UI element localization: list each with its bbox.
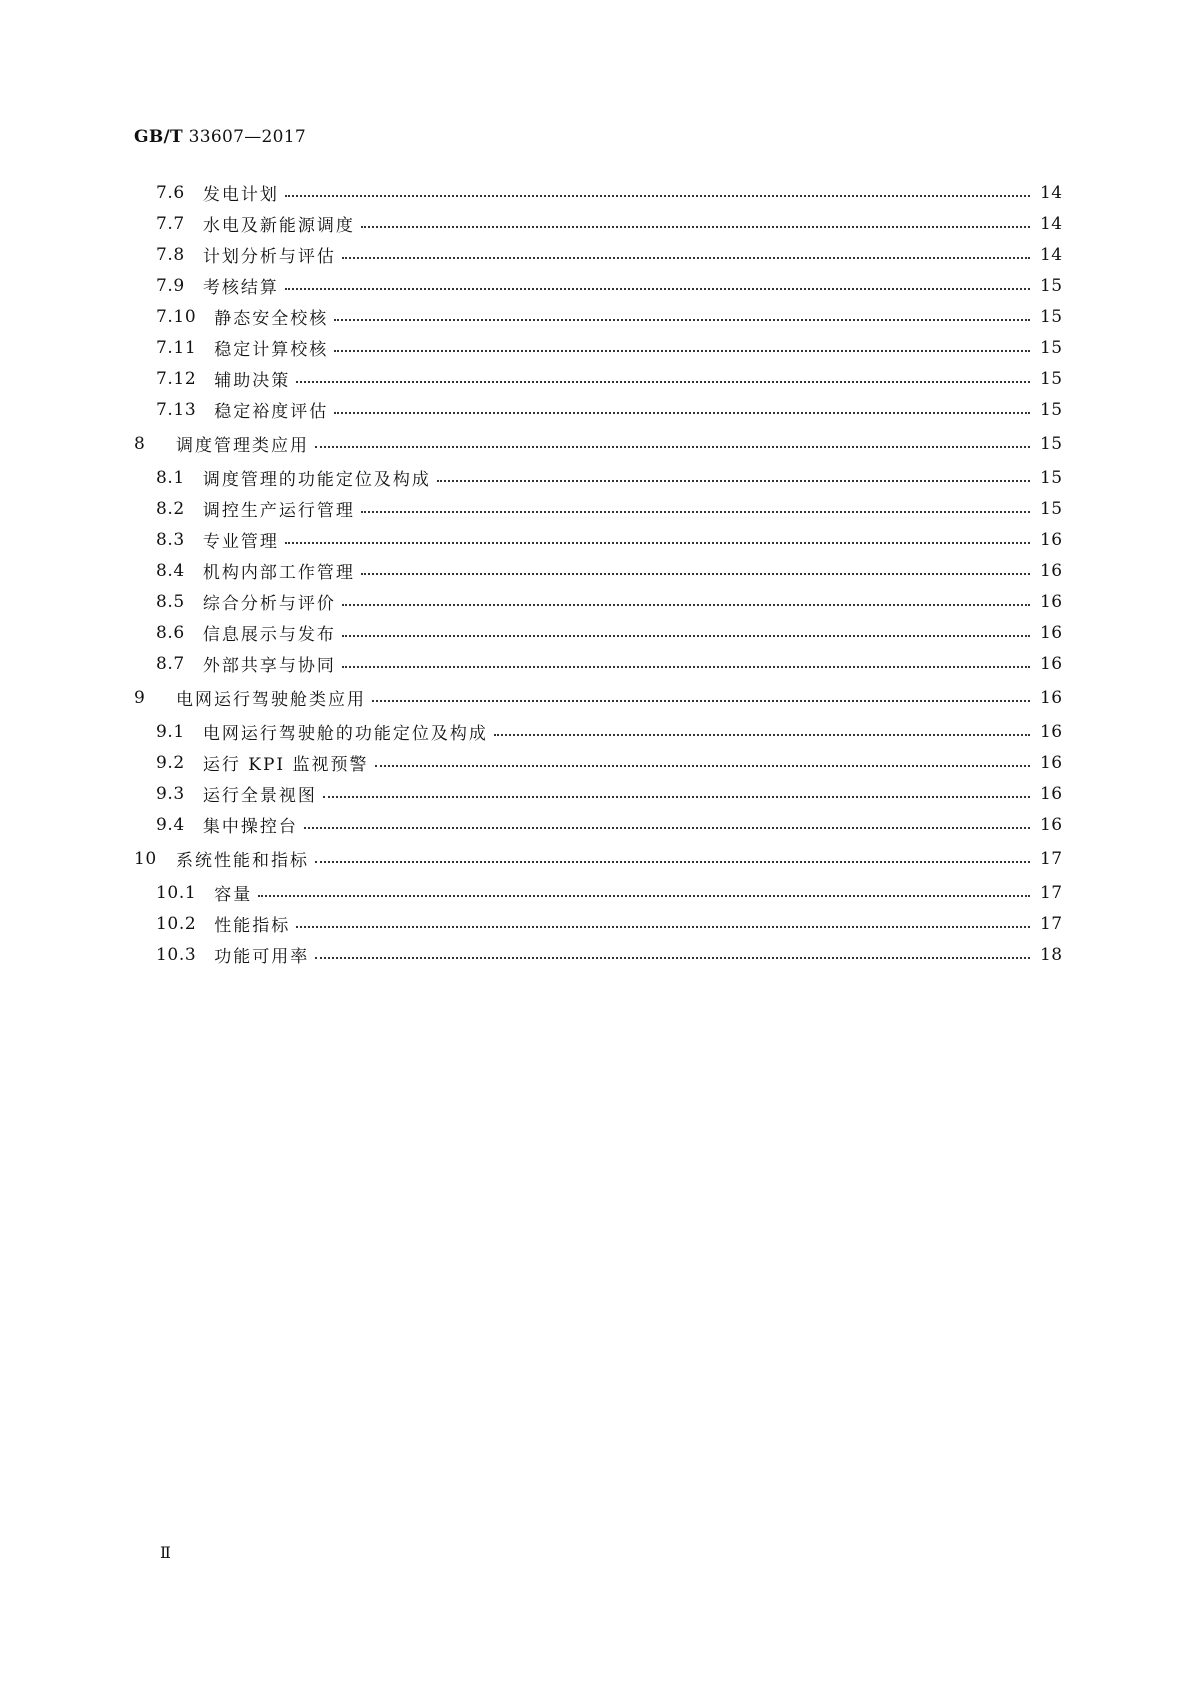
standard-code: 33607—2017 [188,127,307,147]
toc-entry-title: 水电及新能源调度 [202,216,355,236]
table-of-contents [134,177,1063,970]
toc-entry-page: 14 [1040,244,1063,265]
toc-entry-title: 容量 [214,885,253,905]
toc-leader-dots [258,894,1030,897]
toc-entry-page: 14 [1040,213,1063,234]
toc-entry-page: 15 [1040,498,1063,519]
toc-entry-number: 10.2 [156,913,197,934]
toc-leader-dots [334,349,1030,352]
toc-entry-page: 15 [1040,306,1063,327]
toc-leader-dots [285,541,1030,544]
toc-entry[interactable] [134,394,1063,425]
toc-entry-title: 信息展示与发布 [202,625,336,645]
toc-leader-dots [361,225,1030,228]
toc-entry-number: 10 [134,848,157,869]
toc-leader-dots [334,318,1030,321]
toc-entry-number: 7.11 [156,337,197,358]
toc-entry-page: 15 [1040,433,1063,454]
toc-entry-title: 稳定裕度评估 [214,402,329,422]
toc-entry-number: 9.1 [156,721,185,742]
toc-entry-number: 8.5 [156,591,185,612]
toc-entry[interactable] [134,939,1063,970]
toc-entry-title: 运行全景视图 [202,786,317,806]
toc-entry-title: 计划分析与评估 [202,247,336,267]
toc-leader-dots [315,445,1030,448]
toc-leader-dots [304,826,1030,829]
toc-leader-dots [296,380,1030,383]
toc-entry-page: 16 [1040,529,1063,550]
toc-entry-number: 8.1 [156,467,185,488]
toc-entry[interactable] [134,425,1063,462]
toc-leader-dots [361,510,1030,513]
toc-entry-page: 15 [1040,467,1063,488]
toc-entry-page: 15 [1040,337,1063,358]
toc-entry-page: 17 [1040,882,1063,903]
toc-entry-title: 调度管理的功能定位及构成 [202,470,431,490]
toc-entry-title: 运行 KPI 监视预警 [202,755,369,775]
toc-entry-number: 9.3 [156,783,185,804]
toc-entry-title: 性能指标 [214,916,291,936]
toc-entry-number: 7.8 [156,244,185,265]
toc-entry-title: 调度管理类应用 [176,436,309,456]
toc-entry-page: 16 [1040,622,1063,643]
toc-leader-dots [437,479,1030,482]
toc-entry-number: 10.1 [156,882,197,903]
toc-entry-number: 7.12 [156,368,197,389]
toc-entry-page: 14 [1040,182,1063,203]
toc-entry-number: 8 [134,433,146,454]
toc-entry-title: 发电计划 [202,185,279,205]
toc-entry-page: 16 [1040,591,1063,612]
toc-entry[interactable] [134,908,1063,939]
toc-entry-page: 15 [1040,275,1063,296]
toc-leader-dots [315,956,1030,959]
toc-entry[interactable] [134,493,1063,524]
toc-entry-title: 辅助决策 [214,371,291,391]
standard-number [134,127,306,147]
toc-entry-number: 9 [134,687,146,708]
toc-entry-title: 系统性能和指标 [176,851,309,871]
toc-entry-title: 专业管理 [202,532,279,552]
toc-entry-number: 8.4 [156,560,185,581]
toc-entry-title: 考核结算 [202,278,279,298]
toc-entry-number: 7.10 [156,306,197,327]
toc-entry[interactable] [134,648,1063,679]
toc-entry-title: 稳定计算校核 [214,340,329,360]
toc-leader-dots [342,665,1030,668]
toc-entry[interactable] [134,208,1063,239]
toc-entry[interactable] [134,716,1063,747]
toc-entry[interactable] [134,177,1063,208]
toc-entry[interactable] [134,301,1063,332]
toc-entry[interactable] [134,462,1063,493]
toc-entry-page: 16 [1040,653,1063,674]
toc-entry[interactable] [134,332,1063,363]
toc-entry-title: 功能可用率 [214,947,310,967]
toc-entry-page: 15 [1040,368,1063,389]
toc-entry-title: 调控生产运行管理 [202,501,355,521]
toc-leader-dots [323,795,1030,798]
toc-entry[interactable] [134,679,1063,716]
toc-leader-dots [342,256,1030,259]
toc-entry-number: 7.7 [156,213,185,234]
page-number: Ⅱ [160,1543,171,1562]
toc-entry-page: 15 [1040,399,1063,420]
toc-entry-title: 电网运行驾驶舱的功能定位及构成 [202,724,488,744]
toc-entry-number: 8.3 [156,529,185,550]
toc-entry-page: 16 [1040,752,1063,773]
toc-entry-title: 静态安全校核 [214,309,329,329]
toc-entry-number: 7.13 [156,399,197,420]
toc-entry-title: 机构内部工作管理 [202,563,355,583]
toc-leader-dots [296,925,1030,928]
toc-entry-title: 外部共享与协同 [202,656,336,676]
toc-leader-dots [342,634,1030,637]
toc-leader-dots [342,603,1030,606]
toc-entry-number: 8.7 [156,653,185,674]
toc-entry-page: 16 [1040,687,1063,708]
toc-entry-page: 16 [1040,721,1063,742]
toc-entry-number: 8.6 [156,622,185,643]
toc-entry-page: 16 [1040,560,1063,581]
toc-entry-number: 8.2 [156,498,185,519]
toc-entry[interactable] [134,778,1063,809]
toc-leader-dots [315,860,1030,863]
toc-entry[interactable] [134,747,1063,778]
toc-entry-page: 17 [1040,848,1063,869]
toc-entry[interactable] [134,555,1063,586]
toc-entry-number: 9.2 [156,752,185,773]
toc-entry-page: 16 [1040,814,1063,835]
toc-entry-number: 7.9 [156,275,185,296]
toc-entry-number: 10.3 [156,944,197,965]
toc-leader-dots [361,572,1030,575]
toc-entry[interactable] [134,809,1063,840]
toc-entry[interactable] [134,270,1063,301]
toc-entry[interactable] [134,586,1063,617]
toc-leader-dots [285,287,1030,290]
toc-entry[interactable] [134,524,1063,555]
toc-entry[interactable] [134,363,1063,394]
toc-entry-title: 综合分析与评价 [202,594,336,614]
toc-leader-dots [375,764,1030,767]
standard-prefix: GB/T [134,127,183,147]
toc-leader-dots [494,733,1030,736]
toc-leader-dots [334,411,1030,414]
toc-entry-page: 16 [1040,783,1063,804]
toc-leader-dots [285,194,1030,197]
toc-entry-title: 电网运行驾驶舱类应用 [176,690,366,710]
toc-entry[interactable] [134,840,1063,877]
toc-leader-dots [372,699,1030,702]
toc-entry-number: 9.4 [156,814,185,835]
toc-entry-page: 18 [1040,944,1063,965]
toc-entry-title: 集中操控台 [202,817,298,837]
toc-entry[interactable] [134,617,1063,648]
toc-entry-page: 17 [1040,913,1063,934]
toc-entry[interactable] [134,877,1063,908]
toc-entry-number: 7.6 [156,182,185,203]
toc-entry[interactable] [134,239,1063,270]
